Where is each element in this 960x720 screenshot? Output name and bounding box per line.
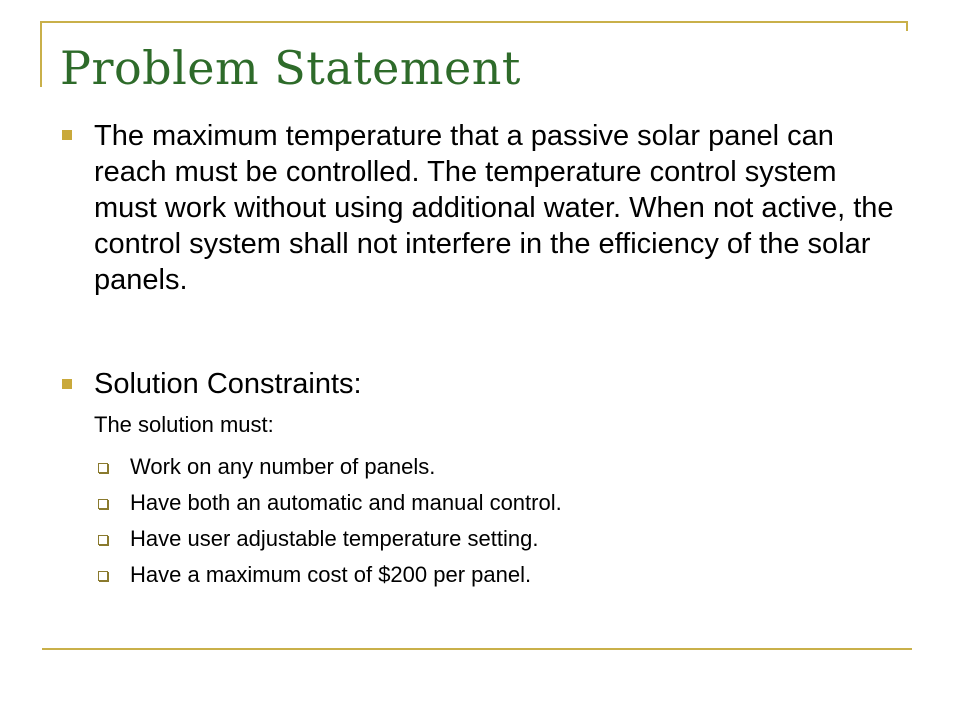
- list-item: [96, 560, 562, 596]
- constraints-lead: The solution must:: [94, 412, 274, 437]
- constraint-text: Have both an automatic and manual control.: [130, 490, 562, 515]
- list-item: [96, 452, 562, 488]
- constraint-text: Have user adjustable temperature setting.: [130, 526, 539, 551]
- square-bullet-icon: [62, 130, 72, 140]
- frame-top-rule: [42, 21, 906, 23]
- frame-right-rule: [906, 21, 908, 31]
- checkbox-bullet-icon: [98, 535, 108, 545]
- frame-left-rule: [40, 21, 42, 87]
- constraint-text: Work on any number of panels.: [130, 454, 436, 479]
- constraints-list: [96, 452, 562, 596]
- list-item: [96, 488, 562, 524]
- slide-title: Problem Statement: [60, 41, 521, 95]
- checkbox-bullet-icon: [98, 463, 108, 473]
- square-bullet-icon: [62, 379, 72, 389]
- problem-paragraph: The maximum temperature that a passive solar panel can reach must be controlled. The temperature control system must work without using additional water. When not active, the control system shall not interfere in the efficiency of the solar panels.: [94, 120, 894, 296]
- frame-bottom-rule: [42, 648, 912, 650]
- constraint-text: Have a maximum cost of $200 per panel.: [130, 562, 532, 587]
- checkbox-bullet-icon: [98, 571, 108, 581]
- checkbox-bullet-icon: [98, 499, 108, 509]
- constraints-heading: Solution Constraints:: [94, 368, 362, 400]
- list-item: [96, 524, 562, 560]
